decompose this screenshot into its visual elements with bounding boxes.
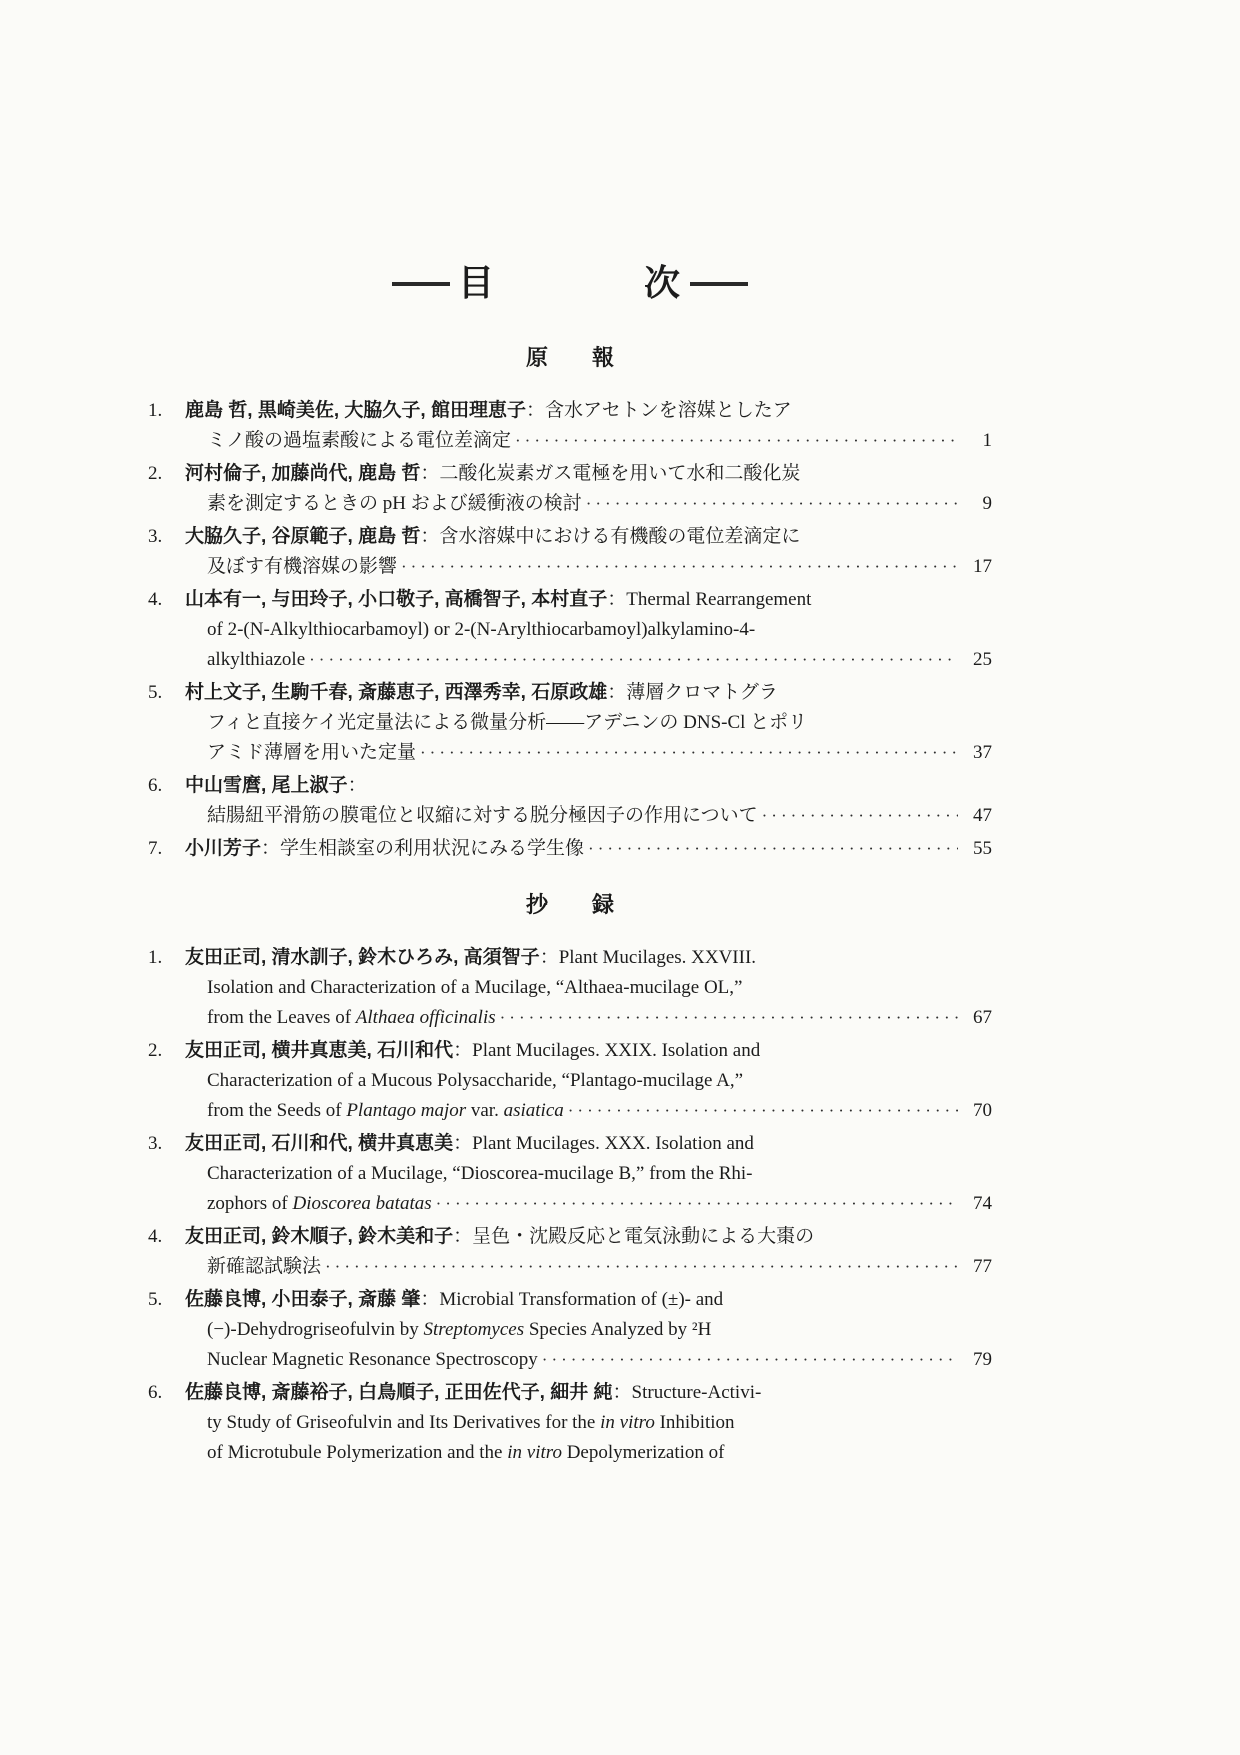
title-text: ：二酸化炭素ガス電極を用いて水和二酸化炭	[420, 463, 801, 485]
entry-line-text	[185, 1036, 760, 1066]
title-text: ：Plant Mucilages. XXX. Isolation and	[453, 1133, 754, 1155]
toc-entry	[148, 1378, 992, 1468]
entry-line	[185, 1159, 992, 1189]
title-text: Characterization of a Mucous Polysaccharide, “Plantago-mucilage A,”	[207, 1070, 744, 1092]
dot-leader	[568, 1096, 958, 1126]
toc-entry	[148, 678, 992, 768]
entry-body	[185, 1222, 992, 1282]
entry-line	[185, 771, 992, 801]
title-text: Species Analyzed by ²H	[524, 1319, 712, 1341]
toc-entry	[148, 1036, 992, 1126]
title-char-1: 目	[457, 263, 496, 303]
entry-line	[185, 1315, 992, 1345]
entry-body	[185, 771, 992, 831]
entry-line	[185, 396, 992, 426]
entry-line	[185, 1438, 992, 1468]
page-number: 17	[973, 556, 992, 578]
entry-line	[185, 708, 992, 738]
dot-leader	[586, 489, 958, 519]
page-number: 9	[982, 493, 992, 515]
title-text: 新確認試験法	[207, 1256, 322, 1278]
author-names: 友田正司, 鈴木順子, 鈴木美和子	[185, 1226, 454, 1248]
author-names: 鹿島 哲, 黒崎美佐, 大脇久子, 館田理恵子	[185, 400, 526, 422]
page-number: 55	[973, 838, 992, 860]
entry-line	[185, 645, 992, 675]
entry-line-text	[207, 1066, 743, 1096]
page-number: 37	[973, 742, 992, 764]
entry-body	[185, 1036, 992, 1126]
entry-line	[185, 973, 992, 1003]
toc-entry	[148, 1129, 992, 1219]
entry-line-text	[185, 585, 811, 615]
author-names: 山本有一, 与田玲子, 小口敬子, 高橋智子, 本村直子	[185, 589, 608, 611]
entry-number: 3.	[148, 1133, 163, 1155]
title-text: ty Study of Griseofulvin and Its Derivatives for the	[207, 1412, 601, 1434]
section-heading	[148, 888, 992, 919]
title-text: Nuclear Magnetic Resonance Spectroscopy	[207, 1349, 538, 1371]
entry-number: 4.	[148, 1226, 163, 1248]
title-text: Althaea officinalis	[355, 1007, 496, 1029]
entry-number: 1.	[148, 947, 163, 969]
entry-number: 2.	[148, 463, 163, 485]
title-text: ：Microbial Transformation of (±)- and	[420, 1289, 724, 1311]
author-names: 友田正司, 横井真恵美, 石川和代	[185, 1040, 454, 1062]
entry-line-text	[185, 771, 367, 801]
author-names: 佐藤良博, 斎藤裕子, 白鳥順子, 正田佐代子, 細井 純	[185, 1382, 613, 1404]
title-char-2: 次	[644, 263, 683, 303]
entry-line-text	[185, 1222, 814, 1252]
author-names: 大脇久子, 谷原範子, 鹿島 哲	[185, 526, 421, 548]
dot-leader	[401, 552, 958, 582]
toc-entry	[148, 585, 992, 675]
section-heading-char: 原	[525, 345, 548, 371]
entry-body	[185, 522, 992, 582]
entry-line	[185, 552, 992, 582]
title-text: 素を測定するときの pH および緩衝液の検討	[207, 493, 582, 515]
title-text: ミノ酸の過塩素酸による電位差滴定	[207, 430, 512, 452]
title-text: var.	[466, 1100, 504, 1122]
entry-number: 4.	[148, 589, 163, 611]
entry-number: 7.	[148, 838, 163, 860]
author-names: 河村倫子, 加藤尚代, 鹿島 哲	[185, 463, 421, 485]
title-text: alkylthiazole	[207, 649, 306, 671]
title-text: of Microtubule Polymerization and the	[207, 1442, 508, 1464]
title-text: Depolymerization of	[561, 1442, 725, 1464]
dot-leader	[420, 738, 958, 768]
entry-line-text	[207, 1315, 711, 1345]
entry-line-text	[185, 943, 756, 973]
dot-leader	[500, 1003, 958, 1033]
entry-line	[185, 1003, 992, 1033]
toc-entry	[148, 1285, 992, 1375]
entry-line-text	[207, 1438, 724, 1468]
entry-line-text	[185, 1378, 761, 1408]
entry-line	[185, 943, 992, 973]
title-text: ：	[347, 775, 367, 797]
entry-line	[185, 489, 992, 519]
author-names: 村上文子, 生駒千春, 斎藤恵子, 西澤秀幸, 石原政雄	[185, 682, 608, 704]
author-names: 佐藤良博, 小田泰子, 斎藤 肇	[185, 1289, 421, 1311]
entry-line-text	[185, 396, 792, 426]
entry-line	[185, 834, 992, 864]
toc-content	[148, 262, 992, 1468]
title-text: Streptomyces	[423, 1319, 525, 1341]
author-names: 友田正司, 石川和代, 横井真恵美	[185, 1133, 454, 1155]
title-text: zophors of	[207, 1193, 293, 1215]
page-number: 77	[973, 1256, 992, 1278]
entry-body	[185, 459, 992, 519]
title-text: Isolation and Characterization of a Mucilage, “Althaea-mucilage OL,”	[207, 977, 743, 999]
entry-line	[185, 1066, 992, 1096]
section-heading-char: 抄	[525, 892, 548, 918]
title-text: ：Structure-Activi-	[612, 1382, 762, 1404]
entry-number: 6.	[148, 1382, 163, 1404]
title-text: in vitro	[600, 1412, 655, 1434]
entry-line-text	[207, 1408, 735, 1438]
entry-line-text	[185, 1285, 723, 1315]
entry-line	[185, 1345, 992, 1375]
toc-section	[148, 888, 992, 1468]
toc-sections	[148, 341, 992, 1468]
title-text: アミド薄層を用いた定量	[207, 742, 417, 764]
entry-body	[185, 834, 992, 864]
dot-leader	[762, 801, 958, 831]
title-text: of 2-(N-Alkylthiocarbamoyl) or 2-(N-Arylthiocarbamoyl)alkylamino-4-	[207, 619, 756, 641]
entry-number: 5.	[148, 682, 163, 704]
entry-line-text	[207, 1159, 753, 1189]
entry-line-text	[207, 645, 305, 675]
page-number: 47	[973, 805, 992, 827]
entry-line	[185, 1408, 992, 1438]
entry-line-text	[207, 489, 582, 519]
entry-line-text	[207, 801, 758, 831]
page-title	[148, 262, 992, 305]
entry-line	[185, 426, 992, 456]
author-names: 小川芳子	[185, 838, 262, 860]
entry-line	[185, 678, 992, 708]
title-text: フィと直接ケイ光定量法による微量分析——アデニンの DNS-Cl とポリ	[207, 712, 808, 734]
entry-line	[185, 1096, 992, 1126]
page-number: 25	[973, 649, 992, 671]
title-text: 結腸紐平滑筋の膜電位と収縮に対する脱分極因子の作用について	[207, 805, 758, 827]
title-text: Dioscorea batatas	[292, 1193, 432, 1215]
title-text: ：Plant Mucilages. XXVIII.	[539, 947, 757, 969]
toc-entry	[148, 522, 992, 582]
title-text: Characterization of a Mucilage, “Dioscorea-mucilage B,” from the Rhi-	[207, 1163, 753, 1185]
title-text: in vitro	[507, 1442, 562, 1464]
entry-line	[185, 1129, 992, 1159]
title-text: (−)-Dehydrogriseofulvin by	[207, 1319, 424, 1341]
entry-line-text	[185, 522, 800, 552]
section-heading	[148, 341, 992, 372]
entry-line-text	[207, 738, 416, 768]
page-number: 79	[973, 1349, 992, 1371]
entry-line-text	[207, 426, 511, 456]
toc-entry	[148, 1222, 992, 1282]
entry-body	[185, 1285, 992, 1375]
title-text: 及ぼす有機溶媒の影響	[207, 556, 398, 578]
title-rule-left-icon	[392, 282, 450, 286]
entry-line-text	[207, 1345, 538, 1375]
entry-line-text	[185, 1129, 754, 1159]
entry-line-text	[185, 459, 800, 489]
entry-line-text	[207, 1189, 432, 1219]
entry-body	[185, 396, 992, 456]
entry-number: 3.	[148, 526, 163, 548]
title-text: Inhibition	[654, 1412, 735, 1434]
entry-line-text	[185, 678, 778, 708]
title-rule-right-icon	[690, 282, 748, 286]
entry-body	[185, 943, 992, 1033]
entry-body	[185, 1378, 992, 1468]
dot-leader	[436, 1189, 958, 1219]
section-heading-char: 報	[592, 345, 615, 371]
title-text: ：Thermal Rearrangement	[607, 589, 812, 611]
title-text: asiatica	[503, 1100, 564, 1122]
entry-number: 1.	[148, 400, 163, 422]
toc-entry	[148, 834, 992, 864]
dot-leader	[325, 1252, 958, 1282]
entry-line	[185, 801, 992, 831]
entry-line-text	[207, 1096, 564, 1126]
dot-leader	[588, 834, 958, 864]
title-text: ：薄層クロマトグラ	[607, 682, 778, 704]
page-number: 74	[973, 1193, 992, 1215]
section-heading-char: 録	[592, 892, 615, 918]
entry-line	[185, 522, 992, 552]
entry-line-text	[207, 708, 807, 738]
entry-line-text	[207, 1252, 321, 1282]
title-text: from the Leaves of	[207, 1007, 356, 1029]
toc-entry	[148, 459, 992, 519]
entry-number: 5.	[148, 1289, 163, 1311]
entry-number: 2.	[148, 1040, 163, 1062]
author-names: 友田正司, 清水訓子, 鈴木ひろみ, 高須智子	[185, 947, 540, 969]
entry-line-text	[207, 973, 742, 1003]
entry-line	[185, 1189, 992, 1219]
entry-line	[185, 585, 992, 615]
toc-entry	[148, 396, 992, 456]
title-text: ：学生相談室の利用状況にみる学生像	[261, 838, 585, 860]
page-number: 70	[973, 1100, 992, 1122]
page-number: 1	[982, 430, 992, 452]
toc-entry	[148, 771, 992, 831]
entry-body	[185, 585, 992, 675]
title-text: ：含水アセトンを溶媒としたア	[525, 400, 792, 422]
entry-line	[185, 1036, 992, 1066]
entry-line-text	[207, 1003, 496, 1033]
entry-body	[185, 678, 992, 768]
entry-line-text	[207, 552, 397, 582]
entry-line	[185, 1222, 992, 1252]
entry-line	[185, 459, 992, 489]
title-text: ：呈色・沈殿反応と電気泳動による大棗の	[453, 1226, 815, 1248]
entry-line	[185, 1285, 992, 1315]
toc-entry	[148, 943, 992, 1033]
dot-leader	[515, 426, 958, 456]
title-text: ：含水溶媒中における有機酸の電位差滴定に	[420, 526, 801, 548]
dot-leader	[309, 645, 958, 675]
dot-leader	[542, 1345, 958, 1375]
title-text: ：Plant Mucilages. XXIX. Isolation and	[453, 1040, 761, 1062]
entry-line	[185, 738, 992, 768]
page-number: 67	[973, 1007, 992, 1029]
entry-line-text	[185, 834, 584, 864]
author-names: 中山雪麿, 尾上淑子	[185, 775, 348, 797]
entry-line	[185, 1252, 992, 1282]
entry-line-text	[207, 615, 755, 645]
title-text: Plantago major	[346, 1100, 467, 1122]
entry-line	[185, 1378, 992, 1408]
entry-body	[185, 1129, 992, 1219]
toc-section	[148, 341, 992, 864]
title-text: from the Seeds of	[207, 1100, 347, 1122]
entry-number: 6.	[148, 775, 163, 797]
entry-line	[185, 615, 992, 645]
